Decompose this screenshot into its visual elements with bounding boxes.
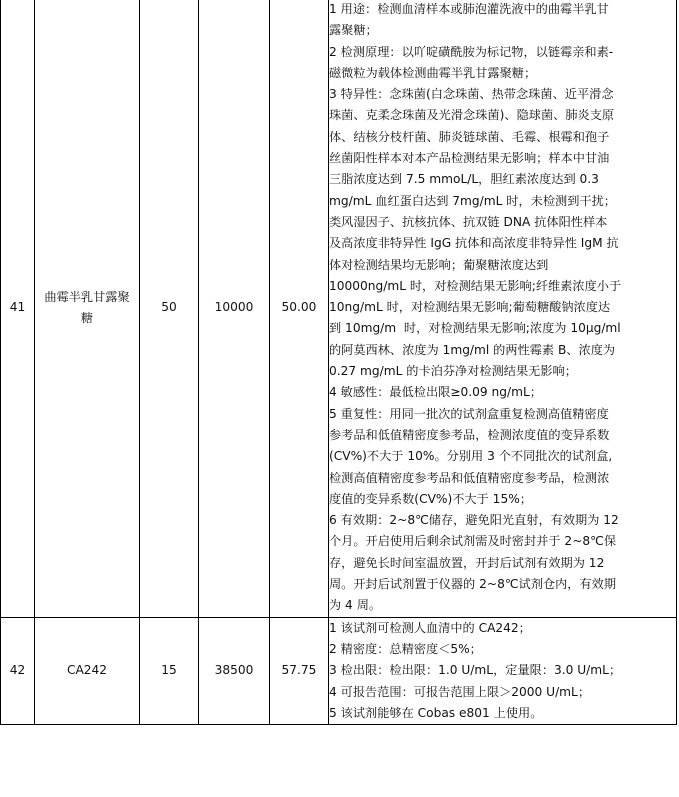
description-line: 个月。开启使用后剩余试剂需及时密封并于 2~8℃保 — [329, 534, 617, 549]
quantity: 50 — [140, 0, 199, 617]
description-line: 1 用途：检测血清样本或肺泡灌洗液中的曲霉半乳甘 — [329, 2, 609, 16]
table-row-41 — [1, 0, 677, 617]
product-name-line: CA242 — [66, 663, 108, 678]
description-line: 类风湿因子、抗核抗体、抗双链 DNA 抗体阳性样本 — [329, 214, 608, 229]
technical-description — [329, 617, 677, 724]
amount: 50.00 — [270, 0, 329, 617]
description-line: (CV%)不大于 10%。分别用 3 个不同批次的试剂盒, — [329, 449, 613, 464]
description-line: 珠菌、克柔念珠菌及光滑念珠菌)、隐球菌、肺炎支原 — [329, 108, 615, 123]
description-line: 0.27 mg/mL 的卡泊芬净对检测结果无影响； — [329, 364, 577, 379]
unit-price: 38500 — [199, 617, 270, 724]
description-line: 体、结核分枝杆菌、肺炎链球菌、毛霉、根霉和孢子 — [329, 129, 610, 144]
technical-description — [329, 0, 677, 617]
description-line: 参考品和低值精密度参考品，检测浓度值的变异系数 — [329, 427, 610, 442]
description-line: 5 该试剂能够在 Cobas e801 上使用。 — [329, 705, 543, 720]
product-name-line: 曲霉半乳甘露聚 — [44, 289, 130, 304]
description-line: 露聚糖； — [329, 23, 378, 38]
unit-price: 10000 — [199, 0, 270, 617]
description-line: 磁微粒为载体检测曲霉半乳甘露聚糖； — [329, 65, 537, 80]
description-line: 2 检测原理：以吖啶磺酰胺为标记物，以链霉亲和素- — [329, 44, 614, 59]
description-line: 4 可报告范围：可报告范围上限＞2000 U/mL； — [329, 684, 591, 699]
amount: 57.75 — [270, 617, 329, 724]
description-line: 丝菌阳性样本对本产品检测结果无影响；样本中甘油 — [329, 151, 610, 166]
description-line: 为 4 周。 — [329, 598, 382, 613]
description-line: 三脂浓度达到 7.5 mmoL/L，胆红素浓度达到 0.3 — [329, 172, 599, 187]
table-row-42 — [1, 617, 677, 724]
description-line: 周。开封后试剂置于仪器的 2~8℃试剂仓内，有效期 — [329, 577, 617, 592]
description-line: 存，避免长时间室温放置，开封后试剂有效期为 12 — [329, 555, 605, 570]
row-number: 42 — [1, 617, 35, 724]
description-line: 4 敏感性：最低检出限≥0.09 ng/mL； — [329, 385, 542, 400]
description-line: 检测高值精密度参考品和低值精密度参考品，检测浓 — [329, 470, 610, 485]
description-line: 10ng/mL 时，对检测结果无影响;葡萄糖酸钠浓度达 — [329, 300, 611, 315]
description-line: 5 重复性：用同一批次的试剂盒重复检测高值精密度 — [329, 406, 609, 421]
description-line: 及高浓度非特异性 IgG 抗体和高浓度非特异性 IgM 抗 — [329, 236, 619, 251]
product-name-line: 糖 — [80, 310, 94, 325]
description-line: 度值的变异系数(CV%)不大于 15%； — [329, 491, 532, 506]
quantity: 15 — [140, 617, 199, 724]
description-line: 3 特异性：念珠菌(白念珠菌、热带念珠菌、近平滑念 — [329, 87, 614, 102]
description-line: 1 该试剂可检测人血清中的 CA242； — [329, 620, 531, 635]
description-line: 体对检测结果均无影响；葡聚糖浓度达到 — [329, 257, 549, 272]
description-line: 6 有效期：2~8℃储存，避免阳光直射，有效期为 12 — [329, 513, 619, 528]
description-line: mg/mL 血红蛋白达到 7mg/mL 时，未检测到干扰； — [329, 193, 616, 208]
row-number: 41 — [1, 0, 35, 617]
product-name — [35, 0, 140, 617]
description-line: 3 检出限：检出限：1.0 U/mL，定量限：3.0 U/mL； — [329, 663, 622, 678]
description-line: 10000ng/mL 时，对检测结果无影响;纤维素浓度小于 — [329, 278, 622, 293]
product-name — [35, 617, 140, 724]
description-line: 的阿莫西林、浓度为 1mg/ml 的两性霉素 B、浓度为 — [329, 342, 616, 357]
description-line: 到 10mg/m 时，对检测结果无影响;浓度为 10μg/ml — [329, 321, 621, 336]
description-line: 2 精密度：总精密度＜5%； — [329, 641, 482, 656]
